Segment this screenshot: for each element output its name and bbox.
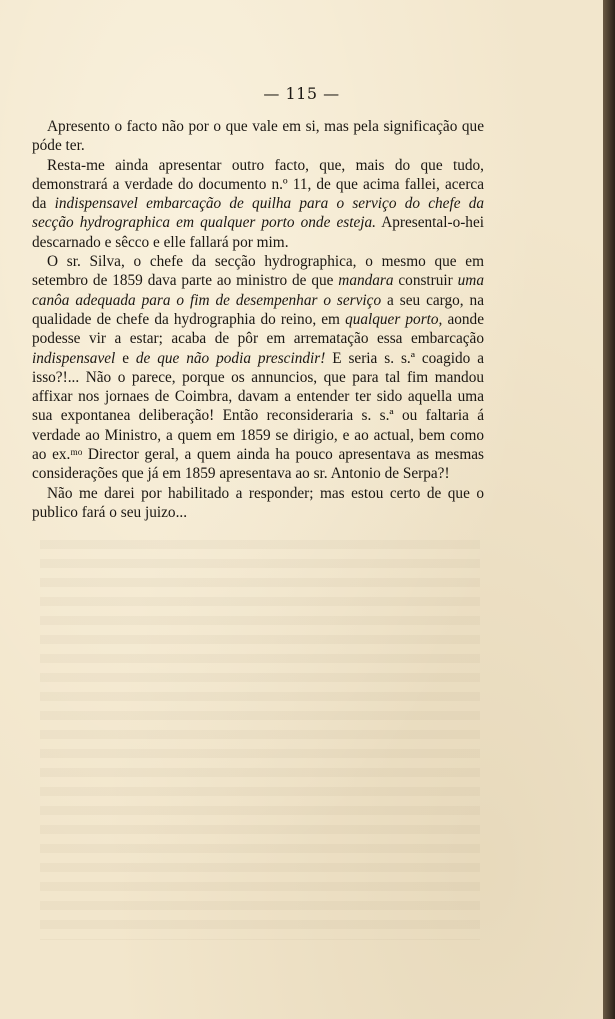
italic-text: mandara bbox=[338, 272, 394, 290]
text-run: Resta-me ainda apresentar outro facto, que, mais do que tudo, demonstrará a verdade do documento n.º 11, de que acima fallei, acerca da bbox=[32, 156, 484, 213]
italic-text: qualquer porto, bbox=[345, 310, 443, 328]
paragraph bbox=[32, 252, 484, 484]
page-number: — 115 — bbox=[263, 84, 340, 103]
paragraph bbox=[32, 117, 484, 156]
body-text bbox=[32, 117, 484, 522]
text-run: Apresental-o-hei descarnado e sêcco e elle fallará por mim. bbox=[32, 214, 484, 251]
show-through-area bbox=[40, 540, 480, 940]
text-run: aonde podesse vir a estar; acaba de pôr em arrematação essa embarcação bbox=[32, 310, 485, 348]
text-run: O sr. Silva, o chefe da secção hydrographica, o mesmo que em setembro de 1859 dava parte ao ministro de que bbox=[32, 253, 484, 290]
text-run: E seria s. s.ª coagido a isso?!... Não o parece, porque os annuncios, que para tal fim mandou affixar nos jornaes de Coimbra, davam a entender ter sido aquella uma sua expontanea deliberação! Então reconsideraria s. s.ª ou faltaria á verdade ao Ministro, a quem em 1859 se dirigio, e ao actual, bem como ao ex.ᵐᵒ Director geral, a quem ainda ha pouco apresentava as mesmas considerações que já em 1859 apresentava ao sr. Antonio de Serpa?! bbox=[32, 349, 484, 483]
italic-text: indispensavel bbox=[32, 349, 116, 367]
book-spine-edge bbox=[603, 0, 615, 1019]
italic-text: uma canôa adequada para o fim de desempenhar o serviço bbox=[32, 272, 484, 309]
text-run: Apresento o facto não por o que vale em si, mas pela significação que póde ter. bbox=[32, 118, 484, 155]
italic-text: de que não podia prescindir! bbox=[135, 349, 326, 367]
text-run: e bbox=[115, 349, 136, 367]
text-run: construir bbox=[393, 272, 458, 290]
text-run: Não me darei por habilitado a responder; mas estou certo de que o publico fará o seu juizo... bbox=[32, 484, 484, 521]
italic-text: indispensavel embarcação de quilha para o serviço do chefe da secção hydrographica em qualquer porto onde esteja. bbox=[32, 195, 484, 232]
paragraph bbox=[32, 484, 484, 523]
paragraph bbox=[32, 156, 484, 252]
text-run: a seu cargo, na qualidade de chefe da hydrographia do reino, em bbox=[32, 291, 484, 328]
